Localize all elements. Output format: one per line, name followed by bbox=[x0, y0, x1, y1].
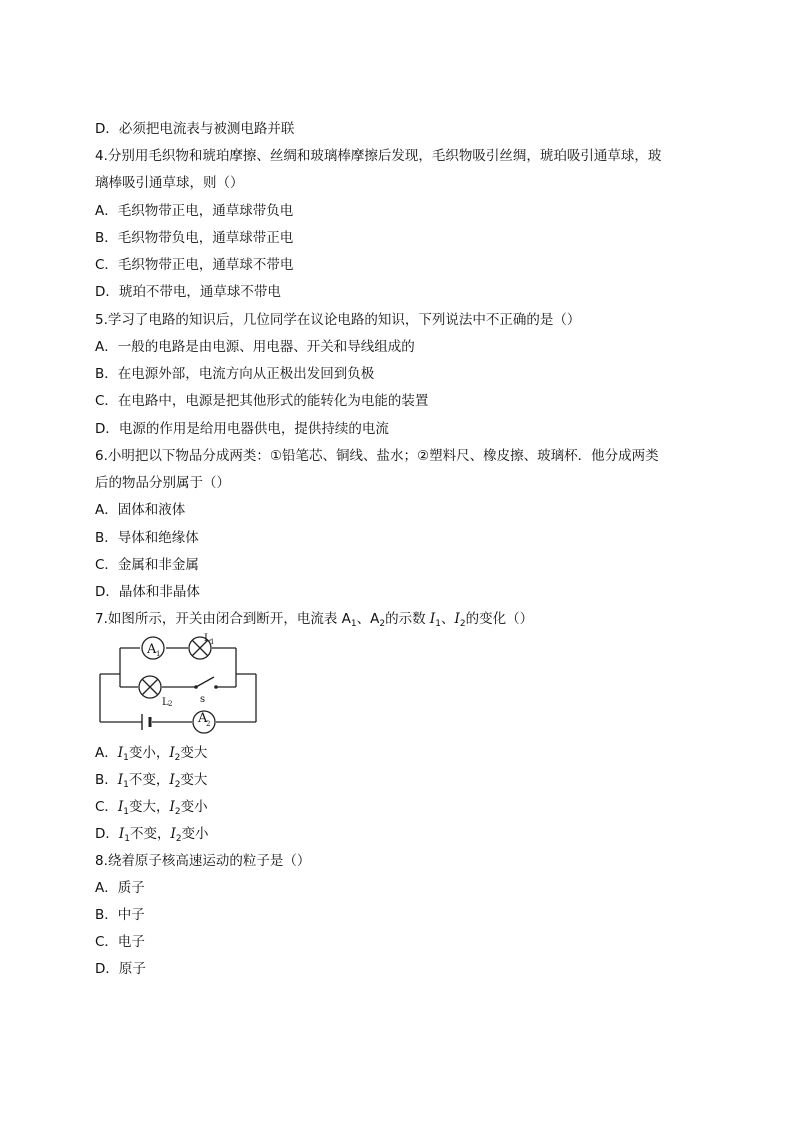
q7-option-c bbox=[95, 797, 208, 822]
var-i2: I bbox=[170, 826, 176, 842]
q7-option-d bbox=[95, 824, 209, 849]
option-text: 变小， bbox=[128, 745, 170, 761]
switch-label: s bbox=[200, 694, 206, 705]
var-i1: I bbox=[117, 745, 124, 761]
subscript: 1 bbox=[123, 753, 129, 763]
q7-i1-subscript: 1 bbox=[435, 619, 441, 629]
option-text: 变大， bbox=[129, 799, 170, 815]
q5-option-d: D．电源的作用是给用电器供电，提供持续的电流 bbox=[95, 421, 389, 437]
q7-i2-subscript: 2 bbox=[459, 619, 466, 629]
q8-option-c: C．电子 bbox=[95, 934, 145, 950]
q7-a1-subscript: 1 bbox=[350, 619, 357, 629]
q8-option-d: D．原子 bbox=[95, 961, 146, 977]
q6-option-b: B．导体和绝缘体 bbox=[95, 530, 199, 546]
option-text: 变小 bbox=[180, 799, 208, 815]
q7-stem-sep1: 、A bbox=[356, 611, 380, 627]
ammeter-a1-label: A bbox=[147, 642, 157, 657]
q7-option-a bbox=[95, 743, 207, 768]
q7-option-b bbox=[95, 770, 207, 795]
var-i2: I bbox=[169, 772, 175, 788]
q5-option-b: B．在电源外部，电流方向从正极出发回到负极 bbox=[95, 366, 375, 382]
q4-option-b: B．毛织物带负电，通草球带正电 bbox=[95, 230, 294, 246]
q8-option-b: B．中子 bbox=[95, 907, 145, 923]
subscript: 2 bbox=[174, 753, 181, 763]
q7-var-i1: I bbox=[429, 611, 436, 627]
q4-stem-line1: 4.分别用毛织物和琥珀摩擦、丝绸和玻璃棒摩擦后发现，毛织物吸引丝绸，琥珀吸引通草球，玻 bbox=[95, 148, 662, 164]
option-text: 变小 bbox=[181, 826, 209, 842]
q4-option-c: C．毛织物带正电，通草球不带电 bbox=[95, 257, 294, 273]
q6-stem-line2: 后的物品分别属于（） bbox=[95, 475, 230, 491]
option-label: B． bbox=[95, 772, 118, 788]
subscript: 2 bbox=[174, 780, 181, 790]
option-label: D． bbox=[95, 826, 119, 842]
q6-option-d: D．晶体和非晶体 bbox=[95, 584, 200, 600]
q6-option-a: A．固体和液体 bbox=[95, 502, 186, 518]
subscript: 2 bbox=[175, 834, 182, 844]
subscript: 1 bbox=[124, 834, 130, 844]
var-i2: I bbox=[169, 799, 175, 815]
subscript: 1 bbox=[123, 807, 130, 817]
lamp-l1-label: L bbox=[204, 633, 211, 644]
q7-stem-part-c: 的变化（） bbox=[465, 611, 534, 627]
q7-stem-part-b: 的示数 bbox=[385, 611, 430, 627]
q3-option-d: D．必须把电流表与被测电路并联 bbox=[95, 121, 295, 137]
ammeter-a2-label: A bbox=[198, 711, 208, 726]
lamp-l1-subscript: 1 bbox=[210, 638, 215, 646]
q7-a2-subscript: 2 bbox=[379, 619, 386, 629]
q7-stem bbox=[95, 609, 533, 634]
q8-stem: 8.绕着原子核高速运动的粒子是（） bbox=[95, 853, 311, 869]
q5-option-a: A．一般的电路是由电源、用电器、开关和导线组成的 bbox=[95, 339, 415, 355]
q7-stem-part-a: 7.如图所示，开关由闭合到断开，电流表 A bbox=[95, 611, 351, 627]
q6-option-c: C．金属和非金属 bbox=[95, 557, 199, 573]
subscript: 1 bbox=[123, 780, 129, 790]
lamp-l2-label: L bbox=[162, 697, 169, 708]
switch-terminal bbox=[194, 685, 198, 689]
option-text: 变大 bbox=[180, 772, 208, 788]
option-text: 不变， bbox=[129, 826, 171, 842]
q4-option-d: D．琥珀不带电，通草球不带电 bbox=[95, 284, 281, 300]
switch-terminal bbox=[214, 685, 218, 689]
var-i2: I bbox=[169, 745, 175, 761]
q6-stem-line1: 6.小明把以下物品分成两类：①铅笔芯、铜线、盐水；②塑料尺、橡皮擦、玻璃杯．他分成两类 bbox=[95, 448, 659, 464]
circuit-diagram bbox=[96, 633, 260, 738]
q7-var-i2: I bbox=[454, 611, 460, 627]
subscript: 2 bbox=[174, 807, 181, 817]
q4-option-a: A．毛织物带正电，通草球带负电 bbox=[95, 203, 294, 219]
ammeter-a1-subscript: 1 bbox=[156, 650, 161, 658]
q7-stem-sep2: 、 bbox=[441, 611, 455, 627]
option-text: 不变， bbox=[128, 772, 170, 788]
q4-stem-line2: 璃棒吸引通草球，则（） bbox=[95, 175, 244, 191]
ammeter-a2-subscript: 2 bbox=[206, 720, 211, 728]
var-i1: I bbox=[117, 772, 124, 788]
q5-option-c: C．在电路中，电源是把其他形式的能转化为电能的装置 bbox=[95, 393, 429, 409]
lamp-l2-subscript: 2 bbox=[168, 700, 173, 708]
var-i1: I bbox=[118, 826, 125, 842]
q8-option-a: A．质子 bbox=[95, 880, 145, 896]
switch-blade bbox=[196, 677, 214, 687]
option-label: C． bbox=[95, 799, 118, 815]
option-text: 变大 bbox=[180, 745, 208, 761]
q5-stem: 5.学习了电路的知识后，几位同学在议论电路的知识，下列说法中不正确的是（） bbox=[95, 312, 581, 328]
var-i1: I bbox=[117, 799, 124, 815]
option-label: A． bbox=[95, 745, 118, 761]
